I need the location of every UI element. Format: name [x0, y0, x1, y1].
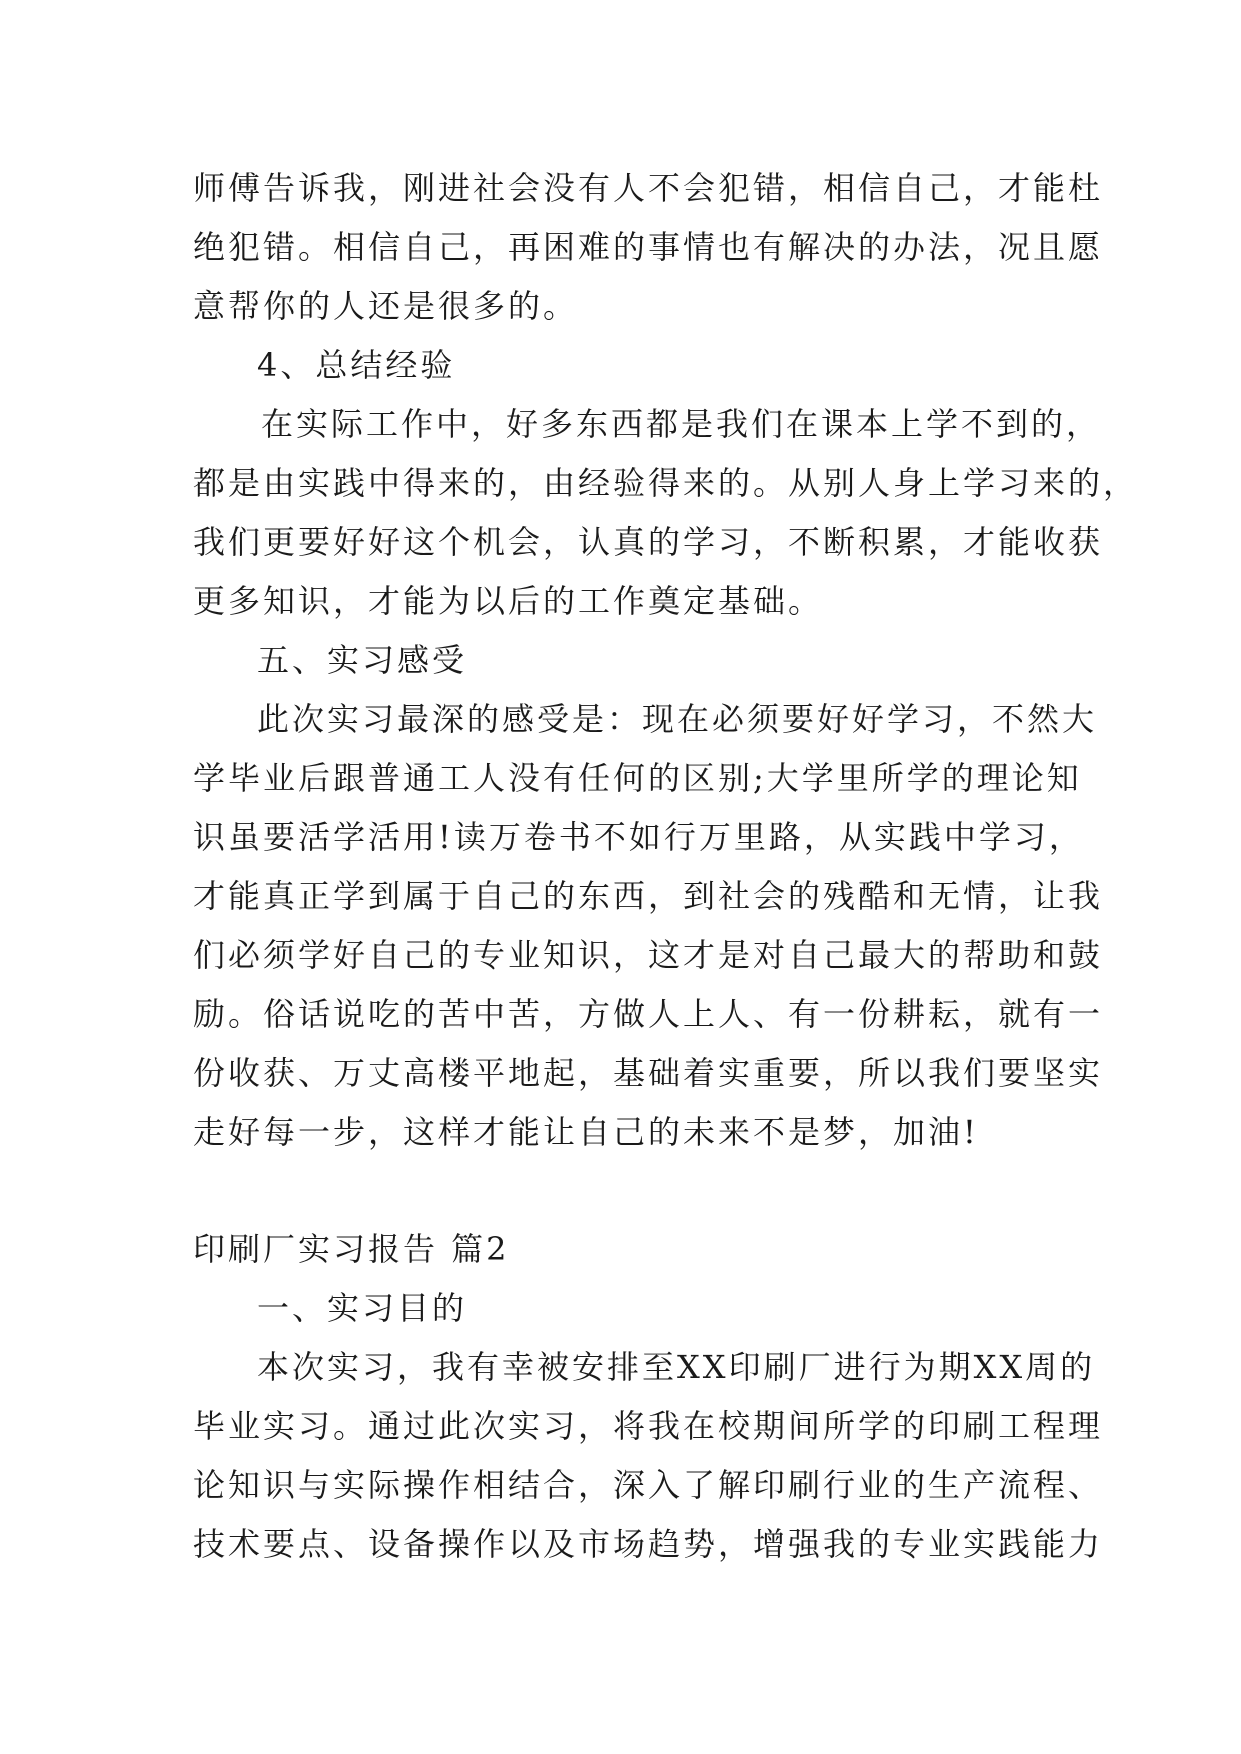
paragraph-line: 师傅告诉我，刚进社会没有人不会犯错，相信自己，才能杜	[193, 169, 1104, 207]
paragraph-line: 在实际工作中，好多东西都是我们在课本上学不到的，	[261, 405, 1102, 443]
section-heading: 五、实习感受	[257, 641, 468, 679]
paragraph-line: 走好每一步，这样才能让自己的未来不是梦，加油!	[193, 1113, 979, 1151]
paragraph-line: 此次实习最深的感受是：现在必须要好好学习，不然大	[257, 700, 1098, 738]
paragraph-line: 本次实习，我有幸被安排至XX印刷厂进行为期XX周的	[257, 1348, 1096, 1386]
paragraph-line: 份收获、万丈高楼平地起，基础着实重要，所以我们要坚实	[193, 1054, 1104, 1092]
paragraph-line: 才能真正学到属于自己的东西，到社会的残酷和无情，让我	[193, 877, 1104, 915]
paragraph-line: 都是由实践中得来的，由经验得来的。从别人身上学习来的，	[193, 464, 1139, 502]
paragraph-line: 学毕业后跟普通工人没有任何的区别;大学里所学的理论知	[193, 759, 1082, 797]
section-heading: 一、实习目的	[257, 1289, 468, 1327]
paragraph-line: 技术要点、设备操作以及市场趋势，增强我的专业实践能力	[193, 1525, 1104, 1563]
paragraph-line: 毕业实习。通过此次实习，将我在校期间所学的印刷工程理	[193, 1407, 1104, 1445]
paragraph-line: 我们更要好好这个机会，认真的学习，不断积累，才能收获	[193, 523, 1104, 561]
section-heading: 4、总结经验	[257, 346, 456, 384]
paragraph-line: 更多知识，才能为以后的工作奠定基础。	[193, 582, 824, 620]
paragraph-line: 论知识与实际操作相结合，深入了解印刷行业的生产流程、	[193, 1466, 1104, 1504]
section-title: 印刷厂实习报告 篇2	[193, 1230, 510, 1268]
paragraph-line: 意帮你的人还是很多的。	[193, 287, 579, 325]
paragraph-line: 励。俗话说吃的苦中苦，方做人上人、有一份耕耘，就有一	[193, 995, 1104, 1033]
paragraph-line: 们必须学好自己的专业知识，这才是对自己最大的帮助和鼓	[193, 936, 1104, 974]
paragraph-line: 识虽要活学活用!读万卷书不如行万里路，从实践中学习，	[193, 818, 1084, 856]
paragraph-line: 绝犯错。相信自己，再困难的事情也有解决的办法，况且愿	[193, 228, 1104, 266]
